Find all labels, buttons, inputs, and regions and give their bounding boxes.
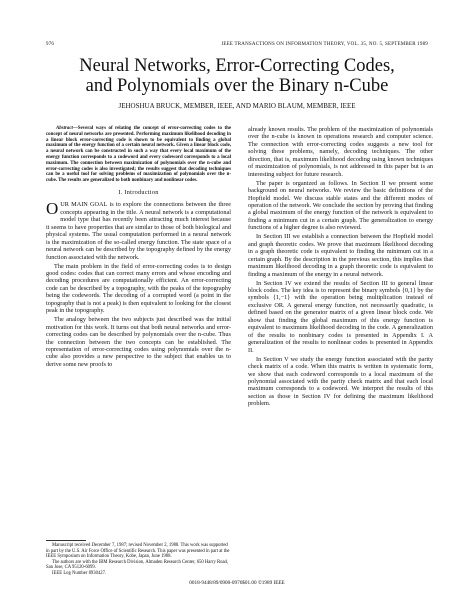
- abstract-lead: Abstract: [56, 126, 73, 131]
- right-paragraph-4: In Section IV we extend the results of Section III to general linear block codes. The key idea is to represent the binary symbols {0,1} by the symbols {1,−1} with the operation being multiplication instead of exclusive OR. A general energy function, not necessarily quadratic, is defined based on the generator matrix of a given linear block code. We show that finding the global maximum of this energy function is equivalent to maximum likelihood decoding in the code. A generalization of the results to nonbinary codes is presented in Appendix I. A generalization of the results to nonlinear codes is presented in Appendix II.: [248, 279, 433, 354]
- footnote-affiliation: The authors are with the IBM Research Division, Almaden Research Center, 650 Harry Road, San Jose, CA 95120-6099.: [46, 559, 229, 570]
- right-paragraph-3: In Section III we establish a connection between the Hopfield model and graph theoretic codes. We prove that maximum likelihood decoding in a graph theoretic code is equivalent to finding the minimum cut in a certain graph. By the description in the previous section, this implies that maximum likelihood decoding in a graph theoretic code is equivalent to finding a maximum of the energy in a neural network.: [248, 233, 433, 278]
- footnote-log-number: IEEE Log Number 8930427.: [52, 570, 107, 576]
- section-heading-introduction: I. Introduction: [118, 188, 159, 196]
- left-column: [46, 126, 231, 370]
- footnote: [46, 540, 231, 576]
- abstract: [46, 126, 231, 184]
- abstract-text: —Several ways of relating the concept of error-correcting codes to the concept of neural networks are presented. Performing maximum likelihood decoding in a linear block error-correcting code is shown to be equivalent to finding a global maximum of the energy function of a certain neural network. Given a linear block code, a neural network can be constructed in such a way that every local maximum of the energy function corresponds to a codeword and every codeword corresponds to a local maximum. The connection between maximization of polynomials over the n-cube and error-correcting codes is also investigated; the results suggest that decoding techniques can be a useful tool for solving problems of maximization of polynomials over the n-cube. The results are generalized to both nonbinary and nonlinear codes.: [46, 126, 231, 184]
- intro-paragraph-1-text: is to explore the connections between the three concepts appearing in the title. A neural network is a computational model type that has recently been attracting much interest because it seems to have properties that are similar to those of both biological and physical systems. The usual computation performed in a neural network is the maximization of the so-called energy function. The state space of a neural network can be described by the topography defined by the energy function associated with the network.: [46, 201, 231, 261]
- intro-paragraph-2: The main problem in the field of error-correcting codes is to design good codes: codes that can correct many errors and whose encoding and decoding procedures are computationally efficient. An error-correcting code can be described by a topography, with the peaks of the topography being the codewords. The decoding of a corrupted word (a point in the topography that is not a peak) is then equivalent to looking for the closest peak in the topography.: [46, 262, 231, 315]
- authors: JEHOSHUA BRUCK, MEMBER, IEEE, AND MARIO BLAUM, MEMBER, IEEE: [118, 102, 356, 110]
- journal-header: IEEE TRANSACTIONS ON INFORMATION THEORY, VOL. 35, NO. 5, SEPTEMBER 1989: [221, 42, 428, 47]
- running-head: [46, 42, 428, 50]
- footnote-manuscript: Manuscript received December 7, 1987; revised November 2, 1988. This work was supported in part by the U.S. Air Force Office of Scientific Research. This paper was presented in part at the IEEE Symposium on Information Theory, Kobe, Japan, June 1988.: [46, 543, 230, 559]
- right-paragraph-2: The paper is organized as follows. In Section II we present some background on neural networks. We review the basic definitions of the Hopfield model. We discuss stable states and the different modes of operation of the network. We conclude the section by proving that finding a global maximum of the energy function of the network is equivalent to finding a minimum cut in a certain graph. The generalization to energy functions of a higher degree is also reviewed.: [248, 179, 433, 232]
- intro-smallcaps: UR MAIN GOAL: [60, 201, 108, 209]
- right-paragraph-1: already known results. The problem of the maximization of polynomials over the n-cube is known in operations research and computer science. The connection with error-correcting codes suggests a new tool for solving these problems, namely, decoding techniques. The other direction, that is, maximum likelihood decoding using known techniques of maximization of polynomials, is not addressed in this paper but is an interesting subject for future research.: [248, 126, 433, 178]
- drop-cap: O: [46, 199, 59, 219]
- intro-paragraph-3: The analogy between the two subjects just described was the initial motivation for this work. It turns out that both neural networks and error-correcting codes can be described by polynomials over the n-cube. Thus the connection between the two concepts can be established. The representation of error-correcting codes using polynomials over the n-cube also provides a new perspective to the subject that enables us to derive some new proofs to: [46, 316, 231, 368]
- intro-paragraph-1: [46, 201, 231, 261]
- title-line-2: and Polynomials over the Binary n-Cube: [85, 76, 389, 96]
- right-column: [248, 126, 433, 409]
- footnote-rule: [46, 540, 86, 541]
- title-line-1: Neural Networks, Error-Correcting Codes,: [79, 56, 395, 76]
- page-number: 976: [46, 42, 55, 47]
- paper-title: [20, 56, 454, 96]
- copyright-line: 0018-9448/89/0900-0976$01.00 ©1989 IEEE: [189, 580, 285, 586]
- right-paragraph-5: In Section V we study the energy function associated with the parity check matrix of a code. When this matrix is written in systematic form, we show that each codeword corresponds to a local maximum of the polynomial associated with the parity check matrix and that each local maximum corresponds to a codeword. We interpret the results of this section as those in Section IV for defining the maximum likelihood problem.: [248, 355, 433, 408]
